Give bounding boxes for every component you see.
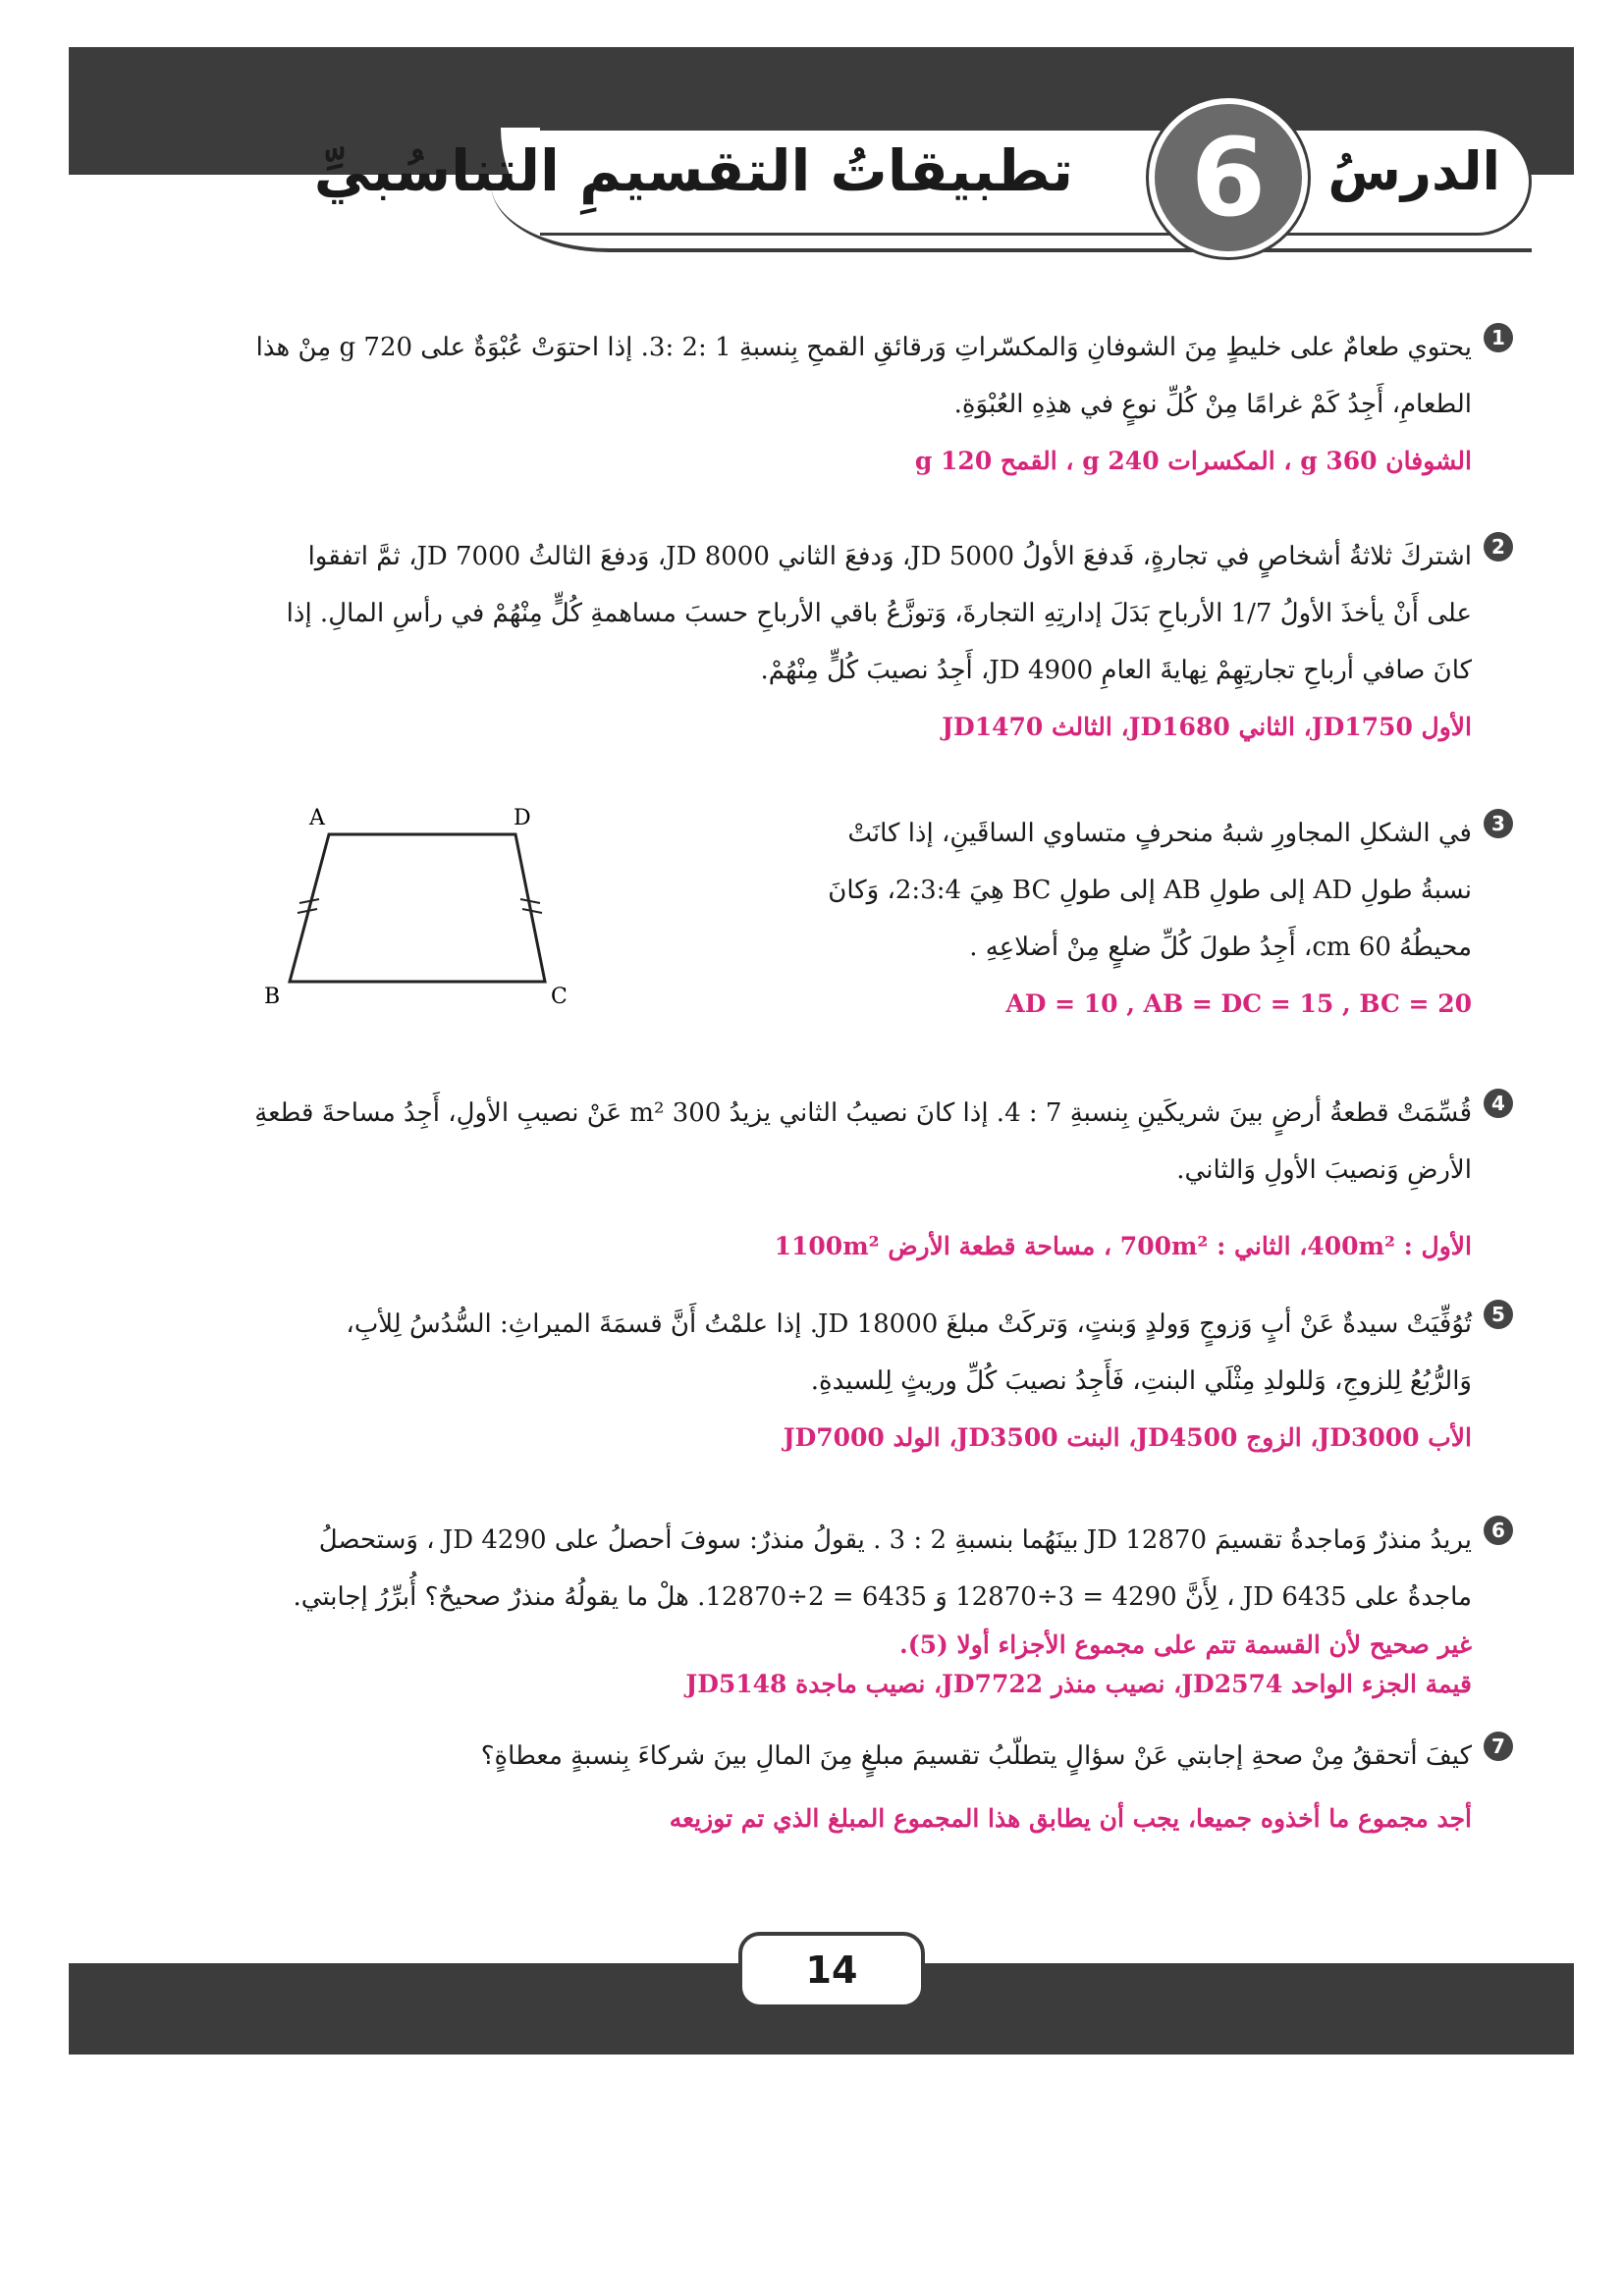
answer-text: الشوفان 360 g ، المكسرات 240 g ، القمح 120 g bbox=[914, 447, 1472, 475]
question-text-line: كيفَ أتحققُ مِنْ صحةِ إجابتي عَنْ سؤالٍ يتطلّبُ تقسيمَ مبلغٍ مِنَ المالِ بينَ شركاءَ بِنسبةٍ معطاةٍ؟ bbox=[480, 1741, 1472, 1771]
question-4 bbox=[235, 1085, 1505, 1275]
lesson-number: 6 bbox=[1190, 115, 1267, 240]
answer-text-2: قيمة الجزء الواحد JD2574، نصيب منذر JD7722، نصيب ماجدة JD5148 bbox=[685, 1670, 1472, 1698]
question-number: 1 bbox=[1484, 323, 1513, 352]
question-text-line: كانَ صافي أرباحِ تجارتِهِمْ نِهايةَ العامِ 4900 JD، أَجِدُ نصيبَ كُلٍّ مِنْهُمْ. bbox=[760, 656, 1472, 685]
question-text-line: وَالرُّبُعُ لِلزوجِ، وَللولدِ مِثْلَي البنتِ، فَأَجِدُ نصيبَ كُلِّ وريثٍ لِلسيدةِ. bbox=[810, 1366, 1472, 1396]
lesson-number-badge bbox=[1149, 98, 1308, 257]
trapezoid-figure bbox=[260, 795, 594, 1021]
lesson-title: تطبيقاتُ التقسيمِ التناسُبيِّ bbox=[313, 137, 1073, 204]
question-1 bbox=[235, 319, 1505, 490]
answer-text: أجد مجموع ما أخذوه جميعا، يجب أن يطابق هذا المجموع المبلغ الذي تم توزيعه bbox=[669, 1804, 1472, 1833]
question-text-line: محيطُهُ 60 cm، أَجِدُ طولَ كُلِّ ضلعٍ مِنْ أضلاعِهِ . bbox=[969, 933, 1472, 962]
question-number: 6 bbox=[1484, 1516, 1513, 1545]
answer-text: الأب JD3000، الزوج JD4500، البنت JD3500، الولد JD7000 bbox=[783, 1423, 1472, 1452]
question-text-line: نسبةُ طولِ AD إلى طولِ AB إلى طولِ BC هِيَ 2:3:4، وَكانَ bbox=[828, 876, 1472, 905]
question-text-line: على أَنْ يأخذَ الأولُ 1/7 الأرباحِ بَدَلَ إدارتِهِ التجارةَ، وَتوزَّعُ باقي الأرباحِ حسبَ مساهمةِ كُلٍّ مِنْهُمْ في رأسِ المالِ. إذا bbox=[286, 599, 1472, 628]
question-number: 2 bbox=[1484, 532, 1513, 561]
vertex-label-b: B bbox=[264, 985, 281, 1009]
question-text-line: ماجدةُ على 6435 JD ، لِأَنَّ 4290 = 3÷12870 وَ 6435 = 2÷12870. هلْ ما يقولُهُ منذرٌ صحيحٌ؟ أُبرِّرُ إجابتي. bbox=[293, 1582, 1472, 1612]
question-text-line: تُوُفِّيَتْ سيدةٌ عَنْ أبٍ وَزوجٍ وَولدٍ وَبنتٍ، وَتركَتْ مبلغَ 18000 JD. إذا علمْتُ أَنَّ قسمَةَ الميراثِ: السُّدُسُ لِلأبِ، bbox=[346, 1309, 1472, 1339]
answer-text: AD = 10 , AB = DC = 15 , BC = 20 bbox=[1005, 989, 1472, 1018]
question-text-line: الطعامِ، أَجِدُ كَمْ غرامًا مِنْ كُلِّ نوعٍ في هذِهِ العُبْوَةِ. bbox=[953, 390, 1472, 419]
question-3 bbox=[785, 805, 1505, 1033]
question-number: 4 bbox=[1484, 1089, 1513, 1118]
question-text-line: في الشكلِ المجاورِ شبهُ منحرفٍ متساوي الساقَينِ، إذا كانَتْ bbox=[847, 819, 1472, 848]
question-text-line: قُسِّمَتْ قطعةُ أرضٍ بينَ شريكَينِ بِنسبةِ 7 : 4. إذا كانَ نصيبُ الثاني يزيدُ 300 m² عَنْ نصيبِ الأولِ، أَجِدُ مساحةَ قطعةِ bbox=[254, 1098, 1472, 1128]
answer-text: الأول JD1750، الثاني JD1680، الثالث JD1470 bbox=[942, 713, 1472, 741]
lesson-word: الدرسُ bbox=[1327, 140, 1500, 202]
question-text-line: اشتركَ ثلاثةُ أشخاصٍ في تجارةٍ، فَدفعَ الأولُ 5000 JD، وَدفعَ الثاني 8000 JD، وَدفعَ الثالثُ 7000 JD، ثمَّ اتفقوا bbox=[307, 542, 1472, 571]
question-number: 7 bbox=[1484, 1732, 1513, 1761]
question-2 bbox=[235, 528, 1505, 756]
trapezoid-shape bbox=[290, 834, 545, 982]
answer-text: غير صحيح لأن القسمة تتم على مجموع الأجزاء أولا (5). bbox=[899, 1630, 1472, 1659]
question-5 bbox=[235, 1296, 1505, 1467]
vertex-label-a: A bbox=[309, 806, 325, 830]
question-text-line: يريدُ منذرٌ وَماجدةُ تقسيمَ 12870 JD بينَهُما بنسبةِ 2 : 3 . يقولُ منذرٌ: سوفَ أحصلُ على 4290 JD ، وَستحصلُ bbox=[318, 1525, 1472, 1555]
answer-text: الأول : 400m²، الثاني : 700m² ، مساحة قطعة الأرض 1100m² bbox=[774, 1232, 1472, 1260]
vertex-label-c: C bbox=[551, 985, 568, 1009]
vertex-label-d: D bbox=[514, 806, 531, 830]
question-text-line: الأرضِ وَنصيبَ الأولِ وَالثاني. bbox=[1176, 1155, 1472, 1185]
question-7 bbox=[235, 1728, 1505, 1847]
question-number: 3 bbox=[1484, 809, 1513, 838]
question-6 bbox=[235, 1512, 1505, 1704]
question-text-line: يحتوي طعامٌ على خليطٍ مِنَ الشوفانِ وَالمكسّراتِ وَرقائقِ القمحِ بِنسبةِ 1 :2 :3. إذا احتوَتْ عُبْوَةٌ على 720 g مِنْ هذا bbox=[255, 333, 1472, 362]
page-number: 14 bbox=[738, 1932, 925, 2008]
question-number: 5 bbox=[1484, 1300, 1513, 1329]
